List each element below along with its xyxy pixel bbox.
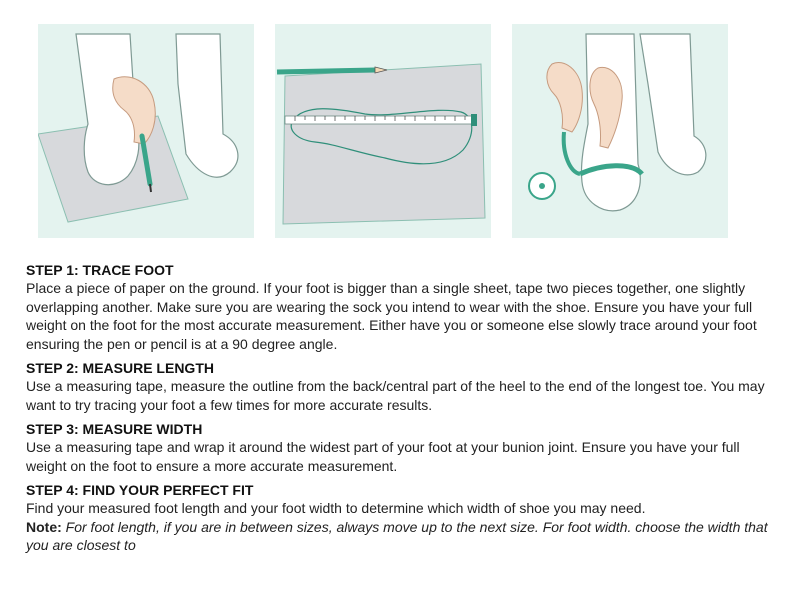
step-title: STEP 4: FIND YOUR PERFECT FIT [26, 482, 254, 498]
instructions [26, 261, 776, 561]
step-title: STEP 1: TRACE FOOT [26, 262, 174, 278]
measure-length-illustration [275, 24, 491, 238]
step-find-fit [26, 481, 776, 555]
note-text: For foot length, if you are in between sizes, always move up to the next size. For foot width. choose the width that you are closest to [26, 518, 768, 553]
step-measure-length [26, 359, 776, 414]
step-trace-foot [26, 261, 776, 353]
step-measure-width [26, 420, 776, 475]
measure-width-image [512, 24, 728, 238]
step-title: STEP 3: MEASURE WIDTH [26, 421, 203, 437]
trace-foot-image [38, 24, 254, 238]
trace-foot-illustration [38, 24, 254, 238]
note-label: Note: [26, 518, 62, 535]
note [26, 518, 776, 555]
step-body: Place a piece of paper on the ground. If your foot is bigger than a single sheet, tape two pieces together, one slightly overlapping another. Make sure you are wearing the sock you intend to wear with the shoe. Ensure you have your full weight on the foot for the most accurate measurement. Either have you or someone else slowly trace around your foot ensuring the pen or pencil is at a 90 degree angle. [26, 280, 757, 352]
step-body: Use a measuring tape, measure the outline from the back/central part of the heel to the end of the longest toe. You may want to try tracing your foot a few times for more accurate results. [26, 378, 765, 413]
step-body: Find your measured foot length and your foot width to determine which width of shoe you may need. [26, 500, 646, 516]
step-body: Use a measuring tape and wrap it around the widest part of your foot at your bunion joint. Ensure you have your full weight on the foot to ensure a more accurate measurement. [26, 439, 740, 474]
step-title: STEP 2: MEASURE LENGTH [26, 360, 214, 376]
measure-length-image [275, 24, 491, 238]
measure-width-illustration [512, 24, 728, 238]
